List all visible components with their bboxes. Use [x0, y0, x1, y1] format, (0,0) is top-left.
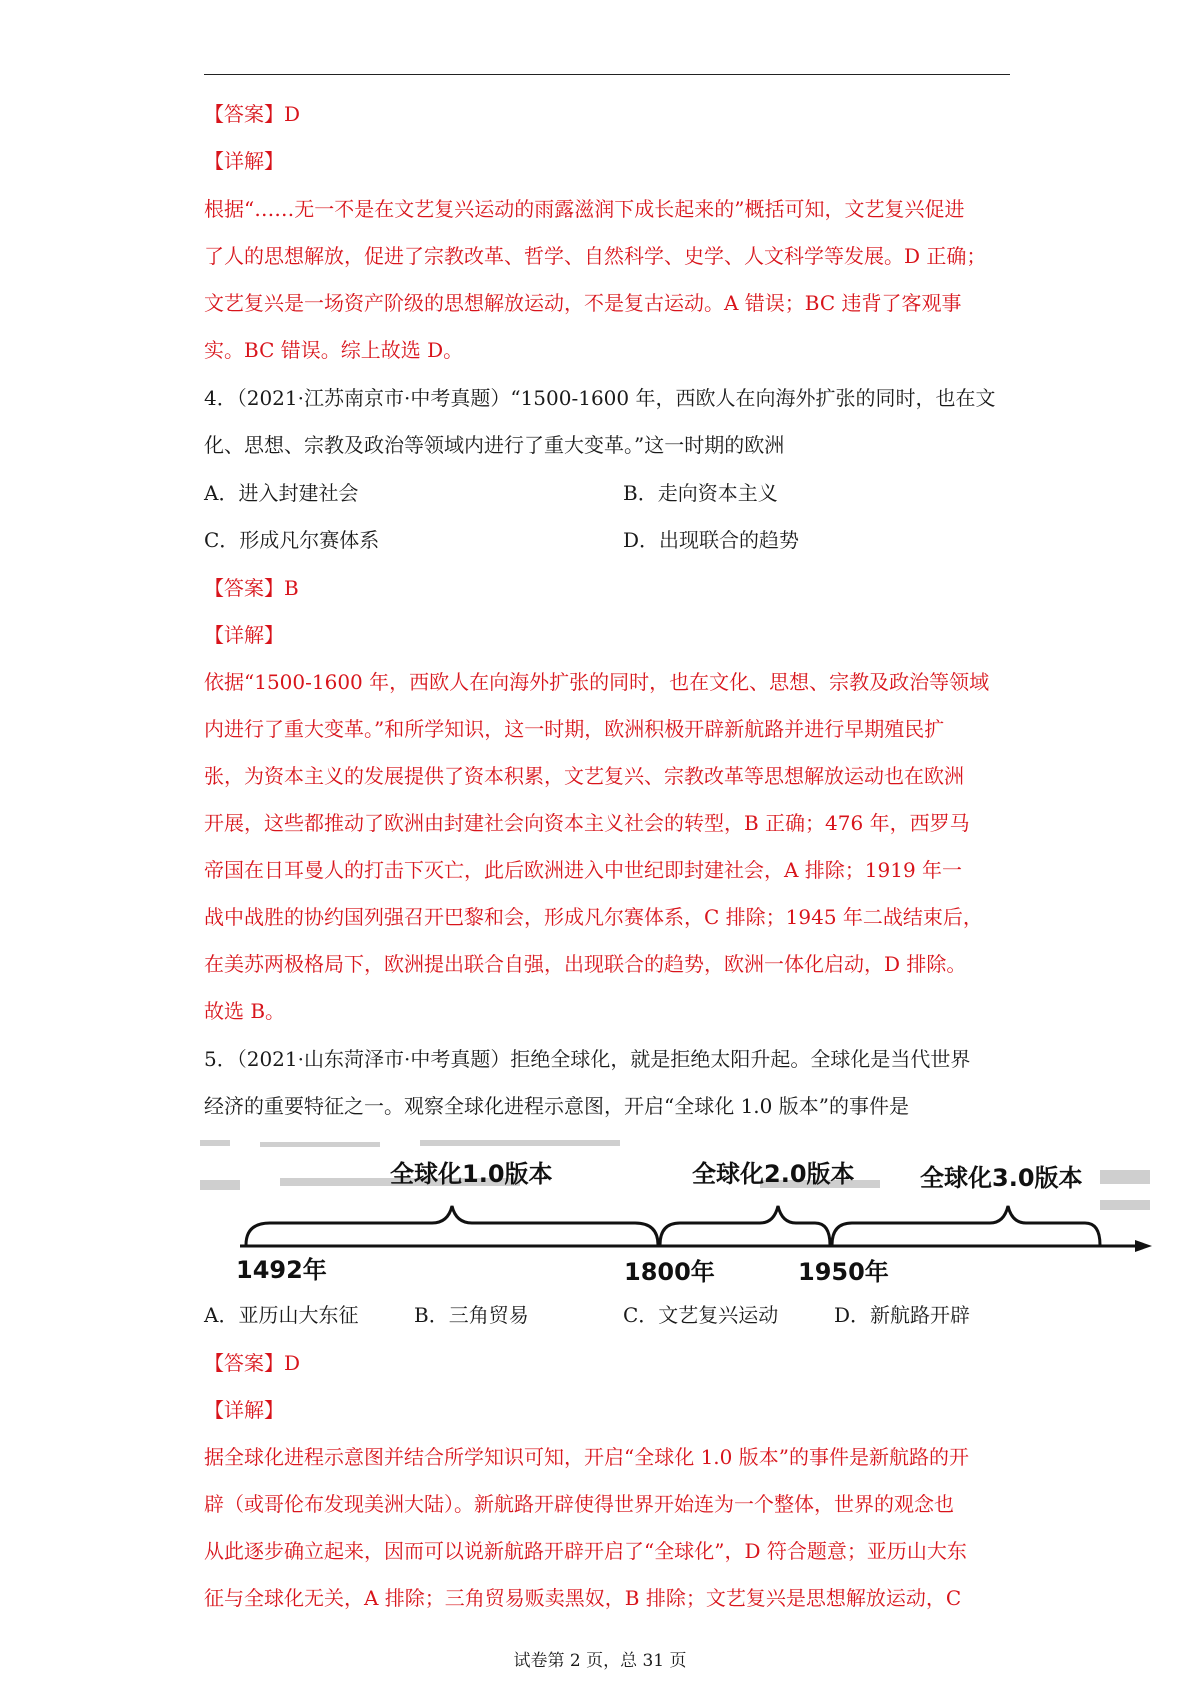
q4-detail-line: 故选 B。 — [204, 999, 286, 1023]
q3-detail-line: 根据“……无一不是在文艺复兴运动的雨露滋润下成长起来的”概括可知，文艺复兴促进 — [204, 197, 965, 221]
q4-answer: 【答案】B — [204, 576, 299, 600]
timeline-year-label: 1800年 — [624, 1258, 715, 1286]
q4-detail-label: 【详解】 — [204, 623, 284, 647]
q5-stem-line: 经济的重要特征之一。观察全球化进程示意图，开启“全球化 1.0 版本”的事件是 — [204, 1094, 909, 1118]
timeline-year-label: 1950年 — [798, 1258, 889, 1286]
scan-noise — [420, 1140, 620, 1146]
header-rule — [204, 74, 1010, 75]
timeline-version-label: 全球化2.0版本 — [692, 1160, 855, 1188]
q5-detail-line: 据全球化进程示意图并结合所学知识可知，开启“全球化 1.0 版本”的事件是新航路的开 — [204, 1445, 969, 1469]
q4-detail-line: 开展，这些都推动了欧洲由封建社会向资本主义社会的转型，B 正确；476 年，西罗马 — [204, 811, 970, 835]
q4-option-d: D．出现联合的趋势 — [623, 528, 800, 552]
q4-detail-line: 依据“1500-1600 年，西欧人在向海外扩张的同时，也在文化、思想、宗教及政治等领域 — [204, 670, 990, 694]
q4-option-b: B．走向资本主义 — [623, 481, 778, 505]
timeline-version-label: 全球化1.0版本 — [390, 1160, 553, 1188]
q3-detail-line: 文艺复兴是一场资产阶级的思想解放运动，不是复古运动。A 错误；BC 违背了客观事 — [204, 291, 962, 315]
q5-option-a: A．亚历山大东征 — [204, 1303, 359, 1327]
q5-stem-line: 5．（2021·山东菏泽市·中考真题）拒绝全球化，就是拒绝太阳升起。全球化是当代世界 — [204, 1047, 971, 1071]
q3-detail-label: 【详解】 — [204, 149, 284, 173]
q3-answer: 【答案】D — [204, 102, 301, 126]
scan-noise — [200, 1140, 230, 1146]
scan-noise — [200, 1180, 240, 1190]
q5-option-c: C．文艺复兴运动 — [623, 1303, 779, 1327]
q5-detail-line: 辟（或哥伦布发现美洲大陆）。新航路开辟使得世界开始连为一个整体，世界的观念也 — [204, 1492, 954, 1516]
q4-option-c: C．形成凡尔赛体系 — [204, 528, 380, 552]
q4-option-a: A．进入封建社会 — [204, 481, 359, 505]
scan-noise — [260, 1142, 380, 1147]
q5-detail-line: 征与全球化无关，A 排除；三角贸易贩卖黑奴，B 排除；文艺复兴是思想解放运动，C — [204, 1586, 962, 1610]
q4-stem-line: 4．（2021·江苏南京市·中考真题）“1500-1600 年，西欧人在向海外扩张的同时，也在文 — [204, 386, 996, 410]
scan-noise — [1100, 1170, 1150, 1184]
brace-2 — [660, 1206, 830, 1245]
q3-detail-line: 了人的思想解放，促进了宗教改革、哲学、自然科学、史学、人文科学等发展。D 正确； — [204, 244, 987, 268]
scan-noise — [1100, 1200, 1150, 1210]
axis-arrow-icon — [1135, 1240, 1152, 1252]
globalization-timeline-diagram — [200, 1130, 1160, 1290]
q4-detail-line: 内进行了重大变革。”和所学知识，这一时期，欧洲积极开辟新航路并进行早期殖民扩 — [204, 717, 945, 741]
q4-detail-line: 战中战胜的协约国列强召开巴黎和会，形成凡尔赛体系，C 排除；1945 年二战结束后， — [204, 905, 983, 929]
q4-detail-line: 帝国在日耳曼人的打击下灭亡，此后欧洲进入中世纪即封建社会，A 排除；1919 年一 — [204, 858, 963, 882]
q5-option-d: D．新航路开辟 — [834, 1303, 971, 1327]
brace-1 — [246, 1206, 658, 1245]
page-footer: 试卷第 2 页，总 31 页 — [513, 1651, 687, 1671]
q5-answer: 【答案】D — [204, 1351, 301, 1375]
q5-detail-line: 从此逐步确立起来，因而可以说新航路开辟开启了“全球化”，D 符合题意；亚历山大东 — [204, 1539, 967, 1563]
q5-option-b: B．三角贸易 — [414, 1303, 529, 1327]
timeline-version-label: 全球化3.0版本 — [920, 1164, 1083, 1192]
q4-stem-line: 化、思想、宗教及政治等领域内进行了重大变革。”这一时期的欧洲 — [204, 433, 785, 457]
q4-detail-line: 张，为资本主义的发展提供了资本积累，文艺复兴、宗教改革等思想解放运动也在欧洲 — [204, 764, 964, 788]
brace-3 — [832, 1206, 1100, 1245]
q4-detail-line: 在美苏两极格局下，欧洲提出联合自强，出现联合的趋势，欧洲一体化启动，D 排除。 — [204, 952, 967, 976]
q5-detail-label: 【详解】 — [204, 1398, 284, 1422]
q3-detail-line: 实。BC 错误。综上故选 D。 — [204, 338, 464, 362]
timeline-year-label: 1492年 — [236, 1256, 327, 1284]
